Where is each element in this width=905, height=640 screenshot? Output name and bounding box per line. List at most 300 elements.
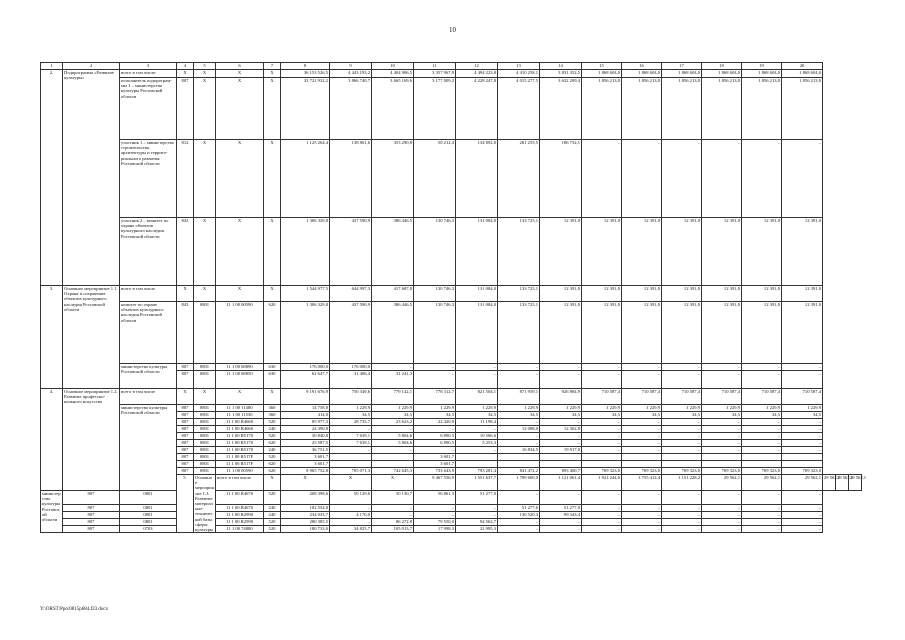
table-cell: 0801 (194, 412, 216, 419)
table-cell: – (582, 140, 622, 218)
table-cell: 437 590,9 (330, 302, 372, 364)
table-cell: 4 410 258,1 (498, 70, 540, 78)
table-cell: 893 400,7 (540, 468, 582, 475)
table-cell: 4 170,0 (330, 512, 372, 519)
table-cell: 51 277,0 (456, 491, 498, 505)
column-number: 8 (281, 63, 330, 70)
table-cell: всего в том числе (120, 389, 177, 405)
table-cell: – (540, 440, 582, 447)
table-cell: 0801 (194, 302, 216, 364)
table-cell: 36 751,5 (281, 447, 330, 454)
table-cell: – (742, 371, 782, 389)
table-cell (742, 454, 782, 461)
table-row (41, 505, 862, 512)
column-number-row (41, 63, 862, 70)
table-cell: Основное мероприятие 1.1. Охрана и сохранение объектов культурного наследия Ростовской области (63, 286, 120, 389)
table-cell: 620 (264, 440, 281, 447)
table-cell: 12 302,8 (540, 426, 582, 433)
table-cell: 4 443 193,2 (330, 70, 372, 78)
table-cell: 843 (177, 218, 194, 286)
column-number: 19 (742, 63, 782, 70)
table-cell: X (194, 78, 216, 140)
table-cell: – (702, 371, 742, 389)
table-cell: 520 (264, 491, 281, 505)
column-number: 10 (372, 63, 414, 70)
table-cell: – (782, 419, 823, 426)
table-cell: – (622, 426, 662, 433)
table-cell: 630 (264, 371, 281, 389)
column-number: 14 (540, 63, 582, 70)
table-cell: 34,5 (456, 412, 498, 419)
table-cell: 3 601,7 (414, 454, 456, 461)
table-cell: – (742, 519, 782, 526)
table-cell: – (582, 419, 622, 426)
table-cell: 843 (177, 302, 194, 364)
table-cell: 12 391,0 (702, 218, 742, 286)
table-cell: – (702, 140, 742, 218)
table-cell: 750 349,6 (330, 389, 372, 405)
table-row (41, 302, 862, 364)
table-cell: – (782, 440, 823, 447)
table-cell: – (702, 447, 742, 454)
table-cell: 11 1 00 R4660 (216, 426, 264, 433)
table-row (41, 218, 862, 286)
table-cell: 0801 (194, 454, 216, 461)
table-cell: 3 601,7 (414, 461, 456, 468)
table-row (41, 286, 862, 302)
table-cell: исполнитель подпрограм-мы 1 – министерство культуры Ростовской области (120, 78, 177, 140)
table-row (41, 526, 862, 533)
budget-table (40, 62, 867, 533)
table-cell: X (216, 389, 264, 405)
table-cell: 520 (264, 433, 281, 440)
table-cell: Подпрограмма «Развитие культуры» (63, 70, 120, 286)
table-cell: 520 (264, 419, 281, 426)
table-cell: 709 323,0 (582, 468, 622, 475)
table-cell: – (662, 491, 702, 505)
table-cell: 28 735,7 (330, 419, 372, 426)
table-cell: X (264, 78, 281, 140)
table-cell: 34,5 (662, 412, 702, 419)
table-cell: всего в том числе (216, 475, 264, 491)
table-cell: – (622, 364, 662, 371)
table-cell: X (281, 475, 330, 491)
table-cell: – (330, 426, 372, 433)
table-cell: 12 391,0 (622, 218, 662, 286)
table-cell: 34 825,7 (330, 526, 372, 533)
table-cell: 4 494 223,8 (456, 70, 498, 78)
table-cell: 709 323,0 (742, 468, 782, 475)
column-number: 9 (330, 63, 372, 70)
table-cell: – (702, 433, 742, 440)
table-cell: 186 752,1 (540, 140, 582, 218)
table-cell: – (662, 519, 702, 526)
table-cell: 1 229,9 (582, 405, 622, 412)
table-cell: 807 (177, 440, 194, 447)
table-cell: 644 997,3 (330, 286, 372, 302)
table-cell: 5 804,6 (372, 433, 414, 440)
table-cell: 11 198,4 (456, 419, 498, 426)
table-cell: 21 995,3 (456, 526, 498, 533)
table-cell: 1 868 604,0 (702, 70, 742, 78)
table-cell: 807 (177, 433, 194, 440)
table-cell: 280 385,5 (281, 519, 330, 526)
column-number: 15 (582, 63, 622, 70)
table-cell: 12 391,0 (742, 218, 782, 286)
table-cell: 131 084,0 (456, 302, 498, 364)
table-row (41, 140, 862, 218)
table-cell: 11 1 00 R5170 (216, 440, 264, 447)
table-cell: – (330, 519, 372, 526)
table-cell (540, 461, 582, 468)
table-cell: 807 (177, 364, 194, 371)
table-cell: – (662, 447, 702, 454)
table-cell: 3 601,7 (281, 461, 330, 468)
table-cell: – (498, 491, 540, 505)
table-cell: – (662, 364, 702, 371)
table-cell (372, 461, 414, 468)
table-cell: – (742, 440, 782, 447)
table-cell: 12 391,0 (662, 286, 702, 302)
table-cell: 8 965 752,8 (281, 468, 330, 475)
table-cell (498, 461, 540, 468)
table-cell: 234 033,7 (281, 512, 330, 519)
table-cell: 133 725,1 (498, 286, 540, 302)
table-cell: 1 229,9 (742, 405, 782, 412)
table-cell: 12 391,0 (540, 218, 582, 286)
table-cell: 12 391,0 (622, 286, 662, 302)
table-cell: 9 191 676,9 (281, 389, 330, 405)
table-cell (782, 461, 823, 468)
table-cell: 807 (177, 447, 194, 454)
table-cell: 812 (177, 140, 194, 218)
table-cell: 12 391,0 (782, 286, 823, 302)
table-cell: 926 884,9 (540, 389, 582, 405)
table-cell: – (582, 512, 622, 519)
table-cell: – (662, 526, 702, 533)
table-cell: – (622, 371, 662, 389)
table-cell: 1 229,9 (372, 405, 414, 412)
table-cell: X (194, 140, 216, 218)
table-cell: 131 084,0 (456, 218, 498, 286)
table-cell: 12 391,0 (742, 302, 782, 364)
table-cell: 710 587,4 (742, 389, 782, 405)
table-cell: 620 (264, 468, 281, 475)
table-cell: 1 229,9 (330, 405, 372, 412)
table-cell: 779 142,1 (372, 389, 414, 405)
table-cell: – (782, 433, 823, 440)
table-row (41, 389, 862, 405)
table-cell: 34,5 (782, 412, 823, 419)
table-cell: 709 323,0 (622, 468, 662, 475)
table-cell: 807 (177, 371, 194, 389)
column-number: 6 (216, 63, 264, 70)
table-cell: – (414, 447, 456, 454)
table-cell: 176 000,0 (281, 364, 330, 371)
table-cell: 11 1 00 00590 (216, 302, 264, 364)
table-cell: 1 755 412,4 (622, 475, 662, 491)
table-cell: 240 (264, 447, 281, 454)
table-cell: – (456, 426, 498, 433)
table-cell: 871 959,1 (498, 389, 540, 405)
table-cell: 12 391,0 (742, 286, 782, 302)
table-cell: 34,5 (330, 412, 372, 419)
table-cell: X (216, 286, 264, 302)
table-cell: 240 (264, 505, 281, 512)
table-cell: 3 601,7 (281, 454, 330, 461)
table-cell: – (540, 526, 582, 533)
table-cell: – (702, 440, 742, 447)
table-cell: – (372, 512, 414, 519)
table-cell: 1 856 213,0 (582, 78, 622, 140)
table-cell: X (216, 140, 264, 218)
table-cell: 5. (177, 475, 194, 533)
table-row (41, 70, 862, 78)
table-cell: 50 130,7 (372, 491, 414, 505)
table-cell: 0801 (194, 468, 216, 475)
table-cell: 733 643,9 (414, 468, 456, 475)
table-cell: 3. (41, 286, 63, 389)
table-cell: 25 587,5 (281, 440, 330, 447)
table-cell: министерство культуры Ростовской области (120, 364, 177, 389)
table-cell: 1 306 329,8 (281, 302, 330, 364)
table-cell: – (742, 526, 782, 533)
table-cell: 3 357 967,9 (414, 70, 456, 78)
table-cell: 11 1 00 68850 (216, 371, 264, 389)
footer-file-path: Y:\ORST\Ppo\0815p684.f23.docx (40, 607, 109, 612)
table-cell: 12 391,0 (540, 286, 582, 302)
table-cell: – (498, 519, 540, 526)
table-cell: – (456, 371, 498, 389)
table-cell: – (414, 426, 456, 433)
table-cell: 807 (63, 512, 120, 519)
table-cell: – (662, 433, 702, 440)
table-cell: 34,5 (702, 412, 742, 419)
table-cell: 1 868 604,0 (782, 70, 823, 78)
table-cell (456, 454, 498, 461)
table-cell: – (582, 447, 622, 454)
table-cell: – (540, 491, 582, 505)
table-cell: 0801 (194, 426, 216, 433)
table-cell: 86 272,8 (372, 519, 414, 526)
table-cell: X (264, 70, 281, 78)
table-cell: – (498, 440, 540, 447)
table-cell: 0801 (194, 364, 216, 371)
table-cell: – (372, 505, 414, 512)
table-cell: 105 913,7 (372, 526, 414, 533)
table-cell: 130 520,3 (498, 512, 540, 519)
table-cell: – (782, 526, 823, 533)
table-cell: 709 323,0 (702, 468, 742, 475)
table-cell: 0801 (194, 461, 216, 468)
table-cell: 807 (177, 78, 194, 140)
table-cell: 778 312,7 (414, 389, 456, 405)
table-cell: – (540, 519, 582, 526)
table-cell: 3 632 209,4 (540, 78, 582, 140)
table-cell: – (742, 419, 782, 426)
column-number: 3 (120, 63, 177, 70)
column-number: 5 (194, 63, 216, 70)
table-cell: X (264, 389, 281, 405)
table-cell: – (540, 364, 582, 371)
table-cell: – (662, 505, 702, 512)
table-cell: 51 277,0 (540, 505, 582, 512)
table-cell: 3 866 740,7 (330, 78, 372, 140)
column-number: 4 (177, 63, 194, 70)
table-cell: X (330, 475, 372, 491)
table-cell: – (702, 491, 742, 505)
table-cell: 0801 (194, 440, 216, 447)
table-cell: – (782, 371, 823, 389)
table-cell: 5 253,3 (456, 440, 498, 447)
table-cell: 12 391,0 (622, 302, 662, 364)
table-cell: – (622, 419, 662, 426)
table-cell: – (540, 433, 582, 440)
table-cell: – (582, 519, 622, 526)
table-cell: X (216, 218, 264, 286)
table-cell: 50 212,4 (414, 140, 456, 218)
table-cell: – (622, 447, 662, 454)
table-cell: 11 1 00 R2990 (216, 519, 264, 526)
table-cell: – (414, 364, 456, 371)
table-cell: – (582, 440, 622, 447)
table-cell (662, 461, 702, 468)
table-cell: 709 323,0 (782, 468, 823, 475)
table-cell: 353 290,8 (372, 140, 414, 218)
table-cell (622, 454, 662, 461)
table-cell: – (540, 419, 582, 426)
table-cell (456, 461, 498, 468)
table-cell: Основное мероприятие 1.2. Развитие профессио-нального искусства (63, 389, 120, 491)
table-cell: X (264, 286, 281, 302)
table-cell: 710 587,4 (582, 389, 622, 405)
table-cell: 11 1 00 R517F (216, 461, 264, 468)
table-row (41, 78, 862, 140)
table-cell: 3 831 352,5 (540, 70, 582, 78)
table-cell: участник 2 – комитет по охране объектов культурного наследия Ростовской области (120, 218, 177, 286)
table-cell: Основное мероприятие 1.3. Развитие материально-технической базы сферы культуры (195, 475, 214, 533)
table-cell: 22 420,0 (414, 419, 456, 426)
column-number: 18 (702, 63, 742, 70)
table-cell: 11 1 00 11530 (216, 412, 264, 419)
table-cell (662, 454, 702, 461)
table-cell: 386 446,5 (372, 218, 414, 286)
table-cell: 807 (63, 505, 120, 512)
table-cell: 807 (63, 491, 120, 505)
table-cell: 12 391,0 (582, 302, 622, 364)
table-cell: 710 587,4 (782, 389, 823, 405)
table-cell: 1 921 244,6 (582, 475, 622, 491)
table-cell: X (194, 389, 216, 405)
table-cell: 4. (41, 389, 63, 491)
table-cell: 1 856 213,0 (662, 78, 702, 140)
table-cell: – (622, 512, 662, 519)
table-cell: – (702, 426, 742, 433)
table-cell: – (702, 419, 742, 426)
column-number: 16 (622, 63, 662, 70)
table-cell: 841 472,2 (498, 468, 540, 475)
table-cell (540, 454, 582, 461)
table-cell: 1 856 213,0 (622, 78, 662, 140)
table-cell: 1 229,9 (782, 405, 823, 412)
table-cell: – (372, 426, 414, 433)
table-cell: 85 977,3 (281, 419, 330, 426)
table-cell: – (540, 371, 582, 389)
table-cell (582, 454, 622, 461)
table-cell: – (662, 371, 702, 389)
table-cell: – (662, 426, 702, 433)
table-cell: – (456, 447, 498, 454)
column-number: 13 (498, 63, 540, 70)
table-cell: 79 550,0 (414, 519, 456, 526)
column-number: 7 (264, 63, 281, 70)
table-cell: – (414, 371, 456, 389)
table-cell: – (742, 140, 782, 218)
table-cell: – (662, 419, 702, 426)
table-cell: – (582, 505, 622, 512)
table-cell (742, 461, 782, 468)
table-cell: 807 (63, 519, 120, 526)
table-cell: 709 323,0 (662, 468, 702, 475)
table-cell: 11 1 00 00590 (216, 468, 264, 475)
table-cell: 360 (264, 412, 281, 419)
table-cell: 12 391,0 (662, 218, 702, 286)
table-cell: 386 446,5 (372, 302, 414, 364)
table-cell: 1 856 213,0 (782, 78, 823, 140)
table-cell: 4 404 906,5 (372, 70, 414, 78)
table-cell: 710 587,4 (662, 389, 702, 405)
table-cell: 1 868 604,0 (582, 70, 622, 78)
table-cell: 29 562,1 (742, 475, 782, 491)
column-number: 2 (63, 63, 120, 70)
table-cell: 807 (177, 419, 194, 426)
table-cell: 705 071,3 (330, 468, 372, 475)
table-cell: 208 398,6 (281, 491, 330, 505)
table-row (41, 364, 862, 371)
table-cell: – (662, 512, 702, 519)
table-cell: X (216, 70, 264, 78)
table-cell: 11 1 00 R4670 (216, 505, 264, 512)
table-cell: – (456, 512, 498, 519)
table-cell: – (582, 426, 622, 433)
table-row (41, 491, 862, 505)
table-cell: – (742, 505, 782, 512)
table-cell: – (498, 419, 540, 426)
table-cell (498, 454, 540, 461)
table-cell: 130 746,3 (414, 286, 456, 302)
table-cell: 29 562,1 (823, 475, 836, 491)
table-cell: – (782, 140, 823, 218)
table-cell: – (702, 512, 742, 519)
table-cell: 12 391,0 (702, 302, 742, 364)
table-cell: 7 639,1 (330, 440, 372, 447)
table-body (41, 63, 867, 533)
table-cell: X (216, 78, 264, 140)
table-cell: 1 868 604,0 (742, 70, 782, 78)
table-cell: 134 892,0 (456, 140, 498, 218)
table-cell: 0801 (194, 419, 216, 426)
table-cell: 807 (177, 468, 194, 475)
table-cell: X (264, 140, 281, 218)
table-cell: 29 562,1 (849, 475, 862, 491)
table-cell: 11 1 00 R4670 (216, 491, 264, 505)
column-number: 20 (782, 63, 823, 70)
table-cell: – (782, 426, 823, 433)
table-cell: всего в том числе: (120, 70, 177, 78)
table-cell: 34,5 (742, 412, 782, 419)
table-cell: 1 121 061,4 (540, 475, 582, 491)
table-cell: 23 623,2 (372, 419, 414, 426)
